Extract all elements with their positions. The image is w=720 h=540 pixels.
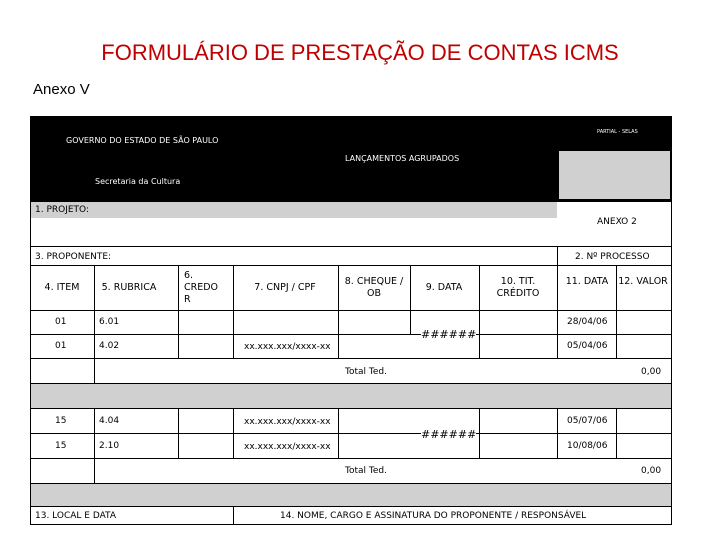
- col-divider: [338, 408, 339, 459]
- row3-rubrica: 4.04: [99, 416, 120, 426]
- row1-rubrica: 6.01: [99, 317, 120, 327]
- row2-item: 01: [55, 341, 67, 351]
- col-tit-credito: 10. TIT. CRÉDITO: [496, 276, 540, 299]
- lancamentos-label: LANÇAMENTOS AGRUPADOS: [345, 154, 460, 163]
- divider: [30, 408, 672, 409]
- col-divider: [233, 265, 234, 359]
- col-divider: [233, 506, 234, 524]
- processo-label: 2. Nº PROCESSO: [575, 252, 650, 262]
- col-divider: [94, 408, 95, 484]
- col-data11: 11. DATA: [565, 276, 609, 287]
- row3-cnpj: xx.xxx.xxx/xxxx-xx: [244, 417, 331, 427]
- col-divider: [616, 408, 617, 459]
- row2-data11: 05/04/06: [567, 341, 608, 351]
- divider: [30, 433, 672, 434]
- divider: [30, 310, 672, 311]
- row2-rubrica: 4.02: [99, 341, 120, 351]
- header-small-label: PARTIAL - SELAS: [597, 129, 638, 135]
- page-title: FORMULÁRIO DE PRESTAÇÃO DE CONTAS ICMS: [101, 40, 619, 65]
- col-divider: [557, 408, 558, 459]
- border-right: [671, 201, 672, 524]
- divider: [30, 334, 672, 335]
- divider: [30, 246, 672, 247]
- group1-spacer: [30, 384, 672, 408]
- annex-label: Anexo V: [33, 81, 90, 98]
- row4-data11: 10/08/06: [567, 441, 608, 451]
- group2-spacer: [30, 484, 672, 506]
- col-divider: [479, 408, 480, 459]
- projeto-band: [30, 201, 557, 218]
- col-divider: [178, 265, 179, 359]
- divider: [30, 524, 672, 525]
- proponente-label: 3. PROPONENTE:: [35, 252, 112, 262]
- col-divider: [178, 408, 179, 459]
- divider: [30, 358, 672, 359]
- row3-item: 15: [55, 416, 67, 426]
- col-rubrica: 5. RUBRICA: [101, 282, 157, 293]
- col-valor: 12. VALOR: [618, 276, 668, 287]
- gov-label: GOVERNO DO ESTADO DE SÃO PAULO: [66, 136, 219, 145]
- assinatura-label: 14. NOME, CARGO E ASSINATURA DO PROPONENTE / RESPONSÁVEL: [280, 511, 587, 521]
- col-divider: [410, 265, 411, 335]
- col-cheque: 8. CHEQUE / OB: [344, 276, 404, 299]
- divider: [30, 265, 672, 266]
- row4-cnpj: xx.xxx.xxx/xxxx-xx: [244, 442, 331, 452]
- divider: [30, 201, 672, 202]
- col-cnpj: 7. CNPJ / CPF: [254, 282, 316, 293]
- col-divider: [616, 265, 617, 359]
- divider: [30, 458, 672, 459]
- row3-data11: 05/07/06: [567, 416, 608, 426]
- row2-cnpj: xx.xxx.xxx/xxxx-xx: [244, 342, 331, 352]
- group1-hashes: ######: [421, 328, 477, 341]
- col-divider: [338, 265, 339, 359]
- col-credor: 6. CREDO R: [184, 270, 219, 305]
- row4-rubrica: 2.10: [99, 441, 120, 451]
- header-right-box: [559, 151, 670, 199]
- row1-item: 01: [55, 317, 67, 327]
- border-left: [30, 201, 31, 524]
- col-divider: [94, 265, 95, 384]
- projeto-label: 1. PROJETO:: [35, 205, 90, 215]
- col-divider: [557, 246, 558, 359]
- group2-total-value: 0,00: [641, 466, 662, 476]
- col-item: 4. ITEM: [44, 282, 80, 293]
- col-divider: [233, 408, 234, 459]
- group1-total-label: Total Ted.: [345, 367, 387, 377]
- anexo2-label: ANEXO 2: [597, 217, 637, 227]
- row1-data11: 28/04/06: [567, 317, 608, 327]
- secretaria-label: Secretaria da Cultura: [95, 177, 181, 186]
- col-data: 9. DATA: [425, 282, 463, 293]
- group1-total-value: 0,00: [641, 367, 662, 377]
- col-divider: [479, 265, 480, 359]
- local-data-label: 13. LOCAL E DATA: [35, 511, 116, 521]
- divider: [30, 506, 672, 507]
- row4-item: 15: [55, 441, 67, 451]
- group2-hashes: ######: [421, 428, 477, 441]
- group2-total-label: Total Ted.: [345, 466, 387, 476]
